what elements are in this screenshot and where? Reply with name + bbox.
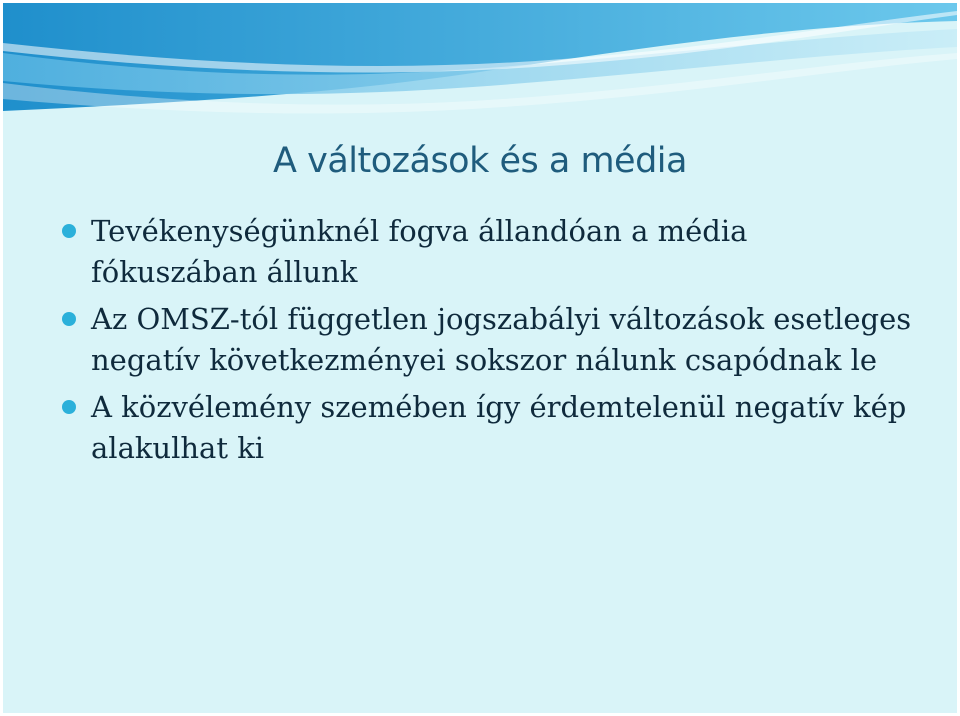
bullet-list: [57, 211, 917, 475]
bullet-item: [57, 299, 917, 381]
bullet-text: Az OMSZ-tól független jogszabályi változások esetleges negatív következményei sokszor nálunk csapódnak le: [91, 302, 912, 377]
bullet-dot-icon: [62, 312, 76, 326]
bullet-item: [57, 387, 917, 469]
bullet-text: A közvélemény szemében így érdemtelenül negatív kép alakulhat ki: [91, 390, 907, 465]
bullet-dot-icon: [62, 224, 76, 238]
bullet-dot-icon: [62, 400, 76, 414]
bullet-item: [57, 211, 917, 293]
header-wave-decoration: [3, 3, 957, 133]
bullet-text: Tevékenységünknél fogva állandóan a média fókuszában állunk: [91, 214, 748, 289]
slide-title: A változások és a média: [273, 141, 687, 181]
slide: [3, 3, 957, 713]
